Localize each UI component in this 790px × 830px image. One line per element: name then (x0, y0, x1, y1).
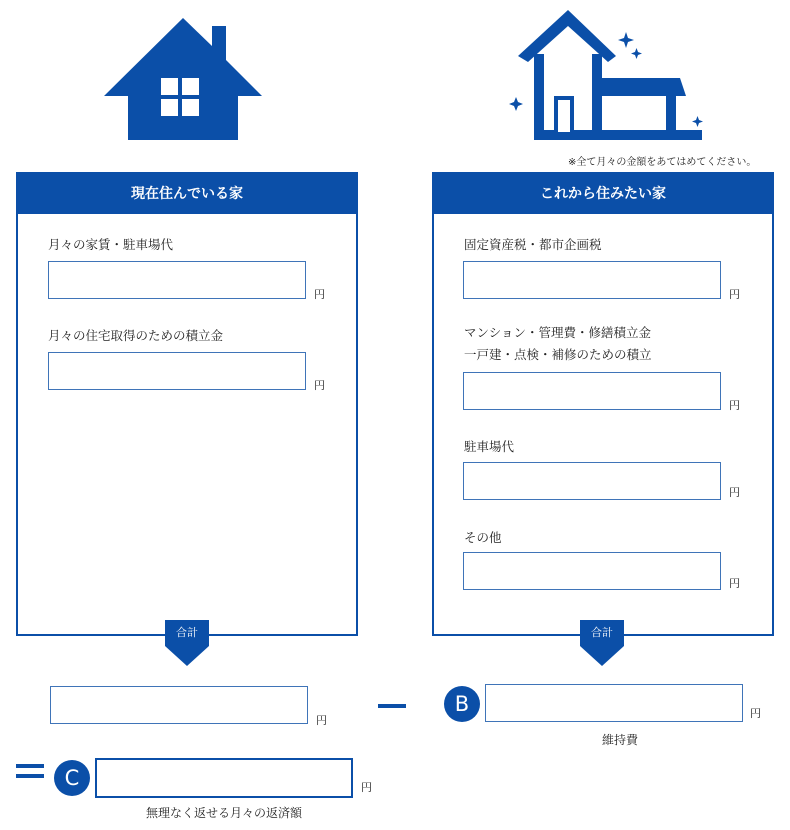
current-total-input[interactable] (50, 686, 308, 724)
badge-b: B (444, 686, 480, 722)
other-unit: 円 (729, 577, 740, 590)
rent-parking-input[interactable] (48, 261, 306, 299)
savings-input[interactable] (48, 352, 306, 390)
other-label: その他 (464, 530, 502, 545)
maintenance-savings-label: 一戸建・点検・補修のための積立 (464, 347, 652, 362)
savings-label: 月々の住宅取得のための積立金 (48, 328, 224, 343)
future-sum-tab (580, 620, 624, 666)
maintenance-unit: 円 (750, 707, 761, 720)
house-icon (104, 18, 262, 140)
property-tax-label: 固定資産税・都市企画税 (464, 237, 602, 252)
down-arrow-icon (580, 646, 624, 666)
management-fee-label: マンション・管理費・修繕積立金 (464, 325, 651, 340)
current-sum-label: 合計 (165, 620, 209, 646)
future-sum-label: 合計 (580, 620, 624, 646)
current-home-title: 現在住んでいる家 (18, 174, 356, 214)
property-tax-unit: 円 (729, 288, 740, 301)
repayable-caption: 無理なく返せる月々の返済額 (145, 806, 302, 820)
minus-sign (378, 704, 406, 708)
down-arrow-icon (165, 646, 209, 666)
rent-parking-label: 月々の家賃・駐車場代 (48, 237, 174, 252)
new-house-icon (508, 10, 708, 142)
repayable-unit: 円 (361, 781, 372, 794)
maintenance-input[interactable] (485, 684, 743, 722)
rent-parking-unit: 円 (314, 288, 325, 301)
management-fee-input[interactable] (463, 372, 721, 410)
equals-sign (16, 764, 44, 778)
current-sum-tab (165, 620, 209, 666)
parking-label: 駐車場代 (464, 439, 515, 454)
current-total-unit: 円 (316, 714, 327, 727)
management-fee-unit: 円 (729, 399, 740, 412)
parking-input[interactable] (463, 462, 721, 500)
savings-unit: 円 (314, 379, 325, 392)
property-tax-input[interactable] (463, 261, 721, 299)
badge-c: C (54, 760, 90, 796)
maintenance-caption: 維持費 (601, 733, 638, 747)
future-home-title: これから住みたい家 (434, 174, 772, 214)
instruction-note: ※全て月々の金額をあてはめてください。 (568, 157, 757, 168)
repayable-input[interactable] (95, 758, 353, 798)
parking-unit: 円 (729, 486, 740, 499)
other-input[interactable] (463, 552, 721, 590)
